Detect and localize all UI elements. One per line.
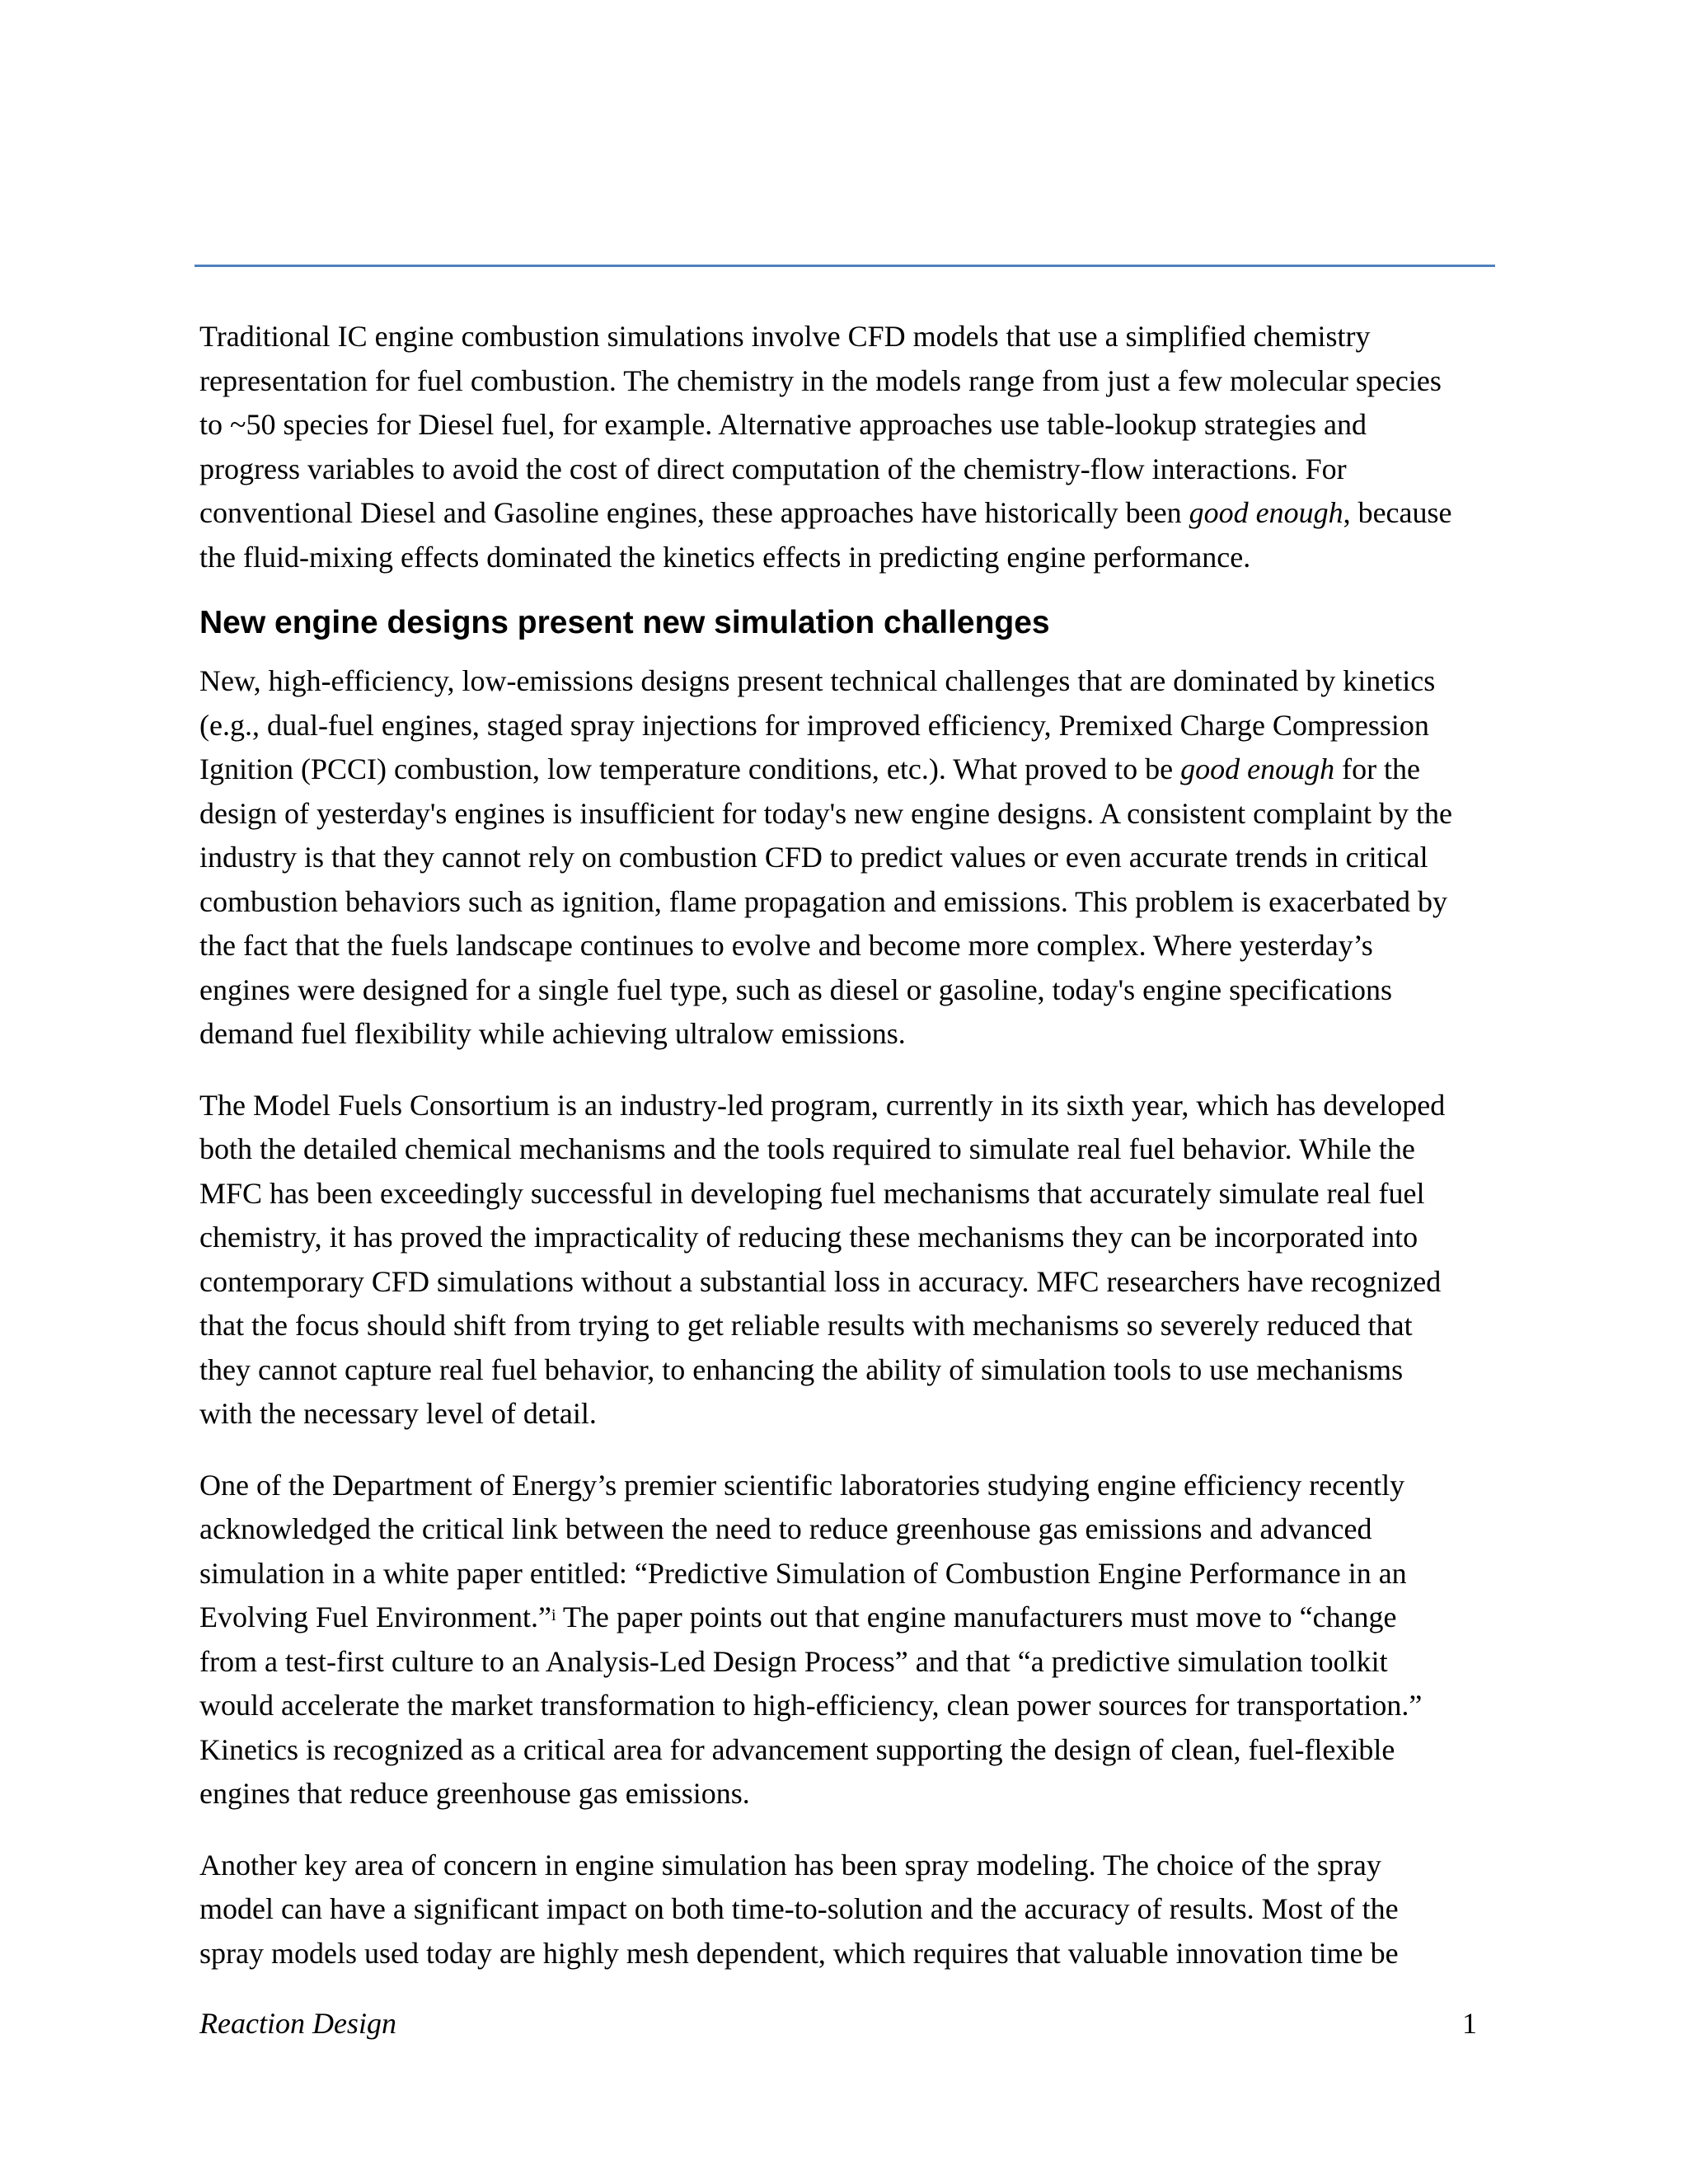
text-line: that the focus should shift from trying to get reliable results with mechanisms so severely reduced that (199, 1309, 1413, 1342)
text-line: Kinetics is recognized as a critical area for advancement supporting the design of clean, fuel-flexible (199, 1732, 1395, 1766)
text-line: Traditional IC engine combustion simulations involve CFD models that use a simplified chemistry (199, 320, 1371, 353)
text-line: (e.g., dual-fuel engines, staged spray injections for improved efficiency, Premixed Charge Compression (199, 708, 1429, 742)
emphasis-text: good enough (1180, 752, 1335, 785)
text-line: MFC has been exceedingly successful in developing fuel mechanisms that accurately simulate real fuel (199, 1176, 1425, 1210)
text-line (199, 748, 1498, 792)
text-line: the fact that the fuels landscape continues to evolve and become more complex. Where yesterday’s (199, 929, 1373, 962)
text-line: demand fuel flexibility while achieving ultralow emissions. (199, 1017, 906, 1050)
text-line: with the necessary level of detail. (199, 1397, 597, 1430)
text-run: Ignition (PCCI) combustion, low temperature conditions, etc.). What proved to be (199, 752, 1181, 785)
text-line: simulation in a white paper entitled: “Predictive Simulation of Combustion Engine Performance in an (199, 1556, 1407, 1590)
text-line: spray models used today are highly mesh dependent, which requires that valuable innovation time be (199, 1936, 1399, 1970)
text-line (199, 491, 1498, 536)
text-line: One of the Department of Energy’s premier scientific laboratories studying engine efficiency recently (199, 1468, 1405, 1502)
paragraph-spray (199, 1844, 1498, 1976)
paragraph-doe (199, 1464, 1498, 1816)
document-body (199, 315, 1498, 2003)
text-line: representation for fuel combustion. The chemistry in the models range from just a few molecular species (199, 363, 1442, 397)
emphasis-text: good enough (1189, 496, 1343, 529)
header-rule (195, 265, 1495, 267)
text-line: would accelerate the market transformation to high-efficiency, clean power sources for transportation.” (199, 1689, 1423, 1722)
text-line: both the detailed chemical mechanisms and the tools required to simulate real fuel behavior. While the (199, 1132, 1415, 1165)
text-run: conventional Diesel and Gasoline engines, these approaches have historically been (199, 496, 1189, 529)
text-line: from a test-first culture to an Analysis-Led Design Process” and that “a predictive simulation toolkit (199, 1644, 1388, 1678)
text-line: progress variables to avoid the cost of direct computation of the chemistry-flow interactions. For (199, 452, 1347, 485)
text-line: New, high-efficiency, low-emissions designs present technical challenges that are dominated by kinetics (199, 664, 1436, 697)
text-line: model can have a significant impact on both time-to-solution and the accuracy of results. Most of the (199, 1892, 1399, 1925)
paragraph-intro (199, 315, 1498, 579)
text-line (199, 1596, 1498, 1640)
text-line: chemistry, it has proved the impracticality of reducing these mechanisms they can be incorporated into (199, 1221, 1418, 1254)
text-run: Evolving Fuel Environment.” (199, 1601, 551, 1633)
text-line: engines were designed for a single fuel type, such as diesel or gasoline, today's engine specifications (199, 972, 1393, 1006)
footer-company-name: Reaction Design (199, 2007, 396, 2040)
footer-page-number: 1 (1462, 2007, 1477, 2040)
text-line: combustion behaviors such as ignition, flame propagation and emissions. This problem is exacerbated by (199, 884, 1448, 918)
text-line: Another key area of concern in engine simulation has been spray modeling. The choice of the spray (199, 1848, 1381, 1882)
text-line: they cannot capture real fuel behavior, to enhancing the ability of simulation tools to use mechanisms (199, 1352, 1404, 1386)
text-line: contemporary CFD simulations without a substantial loss in accuracy. MFC researchers have recognized (199, 1264, 1442, 1298)
text-run: for the (1334, 752, 1421, 785)
footnote-reference[interactable]: i (551, 1606, 556, 1624)
text-line: engines that reduce greenhouse gas emissions. (199, 1777, 750, 1810)
text-line: industry is that they cannot rely on combustion CFD to predict values or even accurate trends in critical (199, 841, 1428, 874)
paragraph-challenges (199, 659, 1498, 1057)
text-line: design of yesterday's engines is insufficient for today's new engine designs. A consistent complaint by the (199, 796, 1453, 830)
text-line: acknowledged the critical link between the need to reduce greenhouse gas emissions and advanced (199, 1512, 1372, 1545)
text-run: The paper points out that engine manufacturers must move to “change (556, 1601, 1397, 1633)
text-line: the fluid-mixing effects dominated the kinetics effects in predicting engine performance. (199, 540, 1251, 574)
text-run: , because (1343, 496, 1452, 529)
section-heading: New engine designs present new simulation challenges (199, 605, 1050, 640)
paragraph-consortium (199, 1084, 1498, 1436)
text-line: to ~50 species for Diesel fuel, for example. Alternative approaches use table-lookup strategies and (199, 408, 1367, 441)
text-line: The Model Fuels Consortium is an industry-led program, currently in its sixth year, which has developed (199, 1088, 1446, 1122)
